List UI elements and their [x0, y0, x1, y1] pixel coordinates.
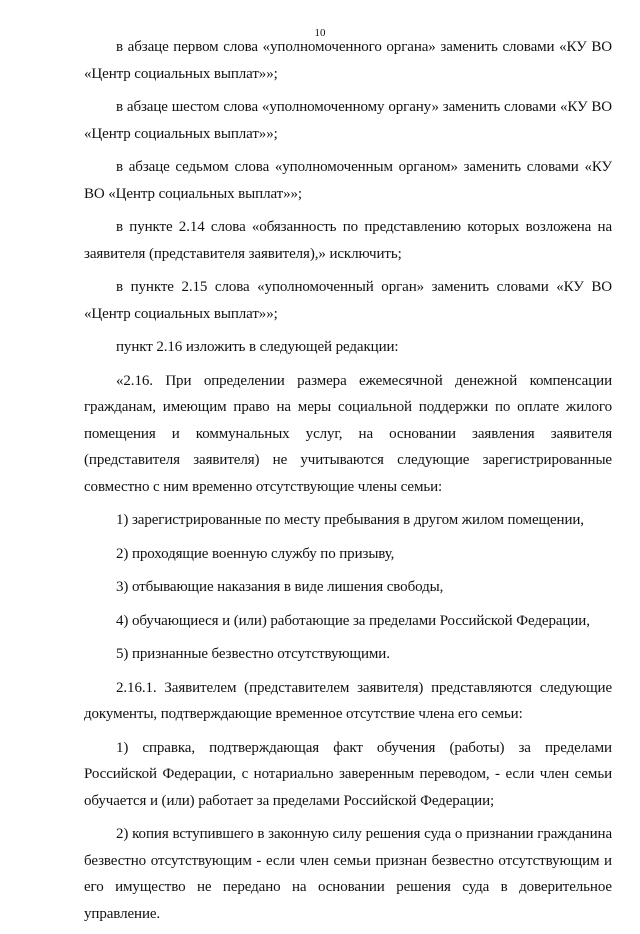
- page-number: 10: [314, 27, 326, 39]
- paragraph: в абзаце шестом слова «уполномоченному органу» заменить словами «КУ ВО «Центр социальных выплат»»;: [84, 99, 612, 142]
- list-item: 5) признанные безвестно отсутствующими.: [116, 646, 390, 662]
- paragraph: в пункте 2.15 слова «уполномоченный орган» заменить словами «КУ ВО «Центр социальных выплат»»;: [84, 279, 612, 322]
- list-item: 1) справка, подтверждающая факт обучения (работы) за пределами Российской Федерации, с нотариально заверенным переводом, - если член семьи обучается и (или) работает за пределами Российской Федерации;: [84, 739, 612, 809]
- list-item: 1) зарегистрированные по месту пребывания в другом жилом помещении,: [116, 512, 584, 528]
- paragraph: в абзаце первом слова «уполномоченного органа» заменить словами «КУ ВО «Центр социальных выплат»»;: [84, 39, 612, 82]
- list-item: 3) отбывающие наказания в виде лишения свободы,: [116, 579, 444, 595]
- list-item: 2) проходящие военную службу по призыву,: [116, 545, 395, 562]
- document-body: [84, 34, 612, 934]
- paragraph: в абзаце седьмом слова «уполномоченным органом» заменить словами «КУ ВО «Центр социальных выплат»»;: [84, 159, 612, 202]
- paragraph: 2.16.1. Заявителем (представителем заявителя) представляются следующие документы, подтверждающие временное отсутствие члена его семьи:: [84, 679, 612, 722]
- list-item: 2) копия вступившего в законную силу решения суда о признании гражданина безвестно отсутствующим - если член семьи признан безвестно отсутствующим и его имущество не передано на основании решения суда в доверительное управление.: [84, 826, 612, 922]
- paragraph: в пункте 2.14 слова «обязанность по представлению которых возложена на заявителя (представителя заявителя),» исключить;: [84, 219, 612, 262]
- paragraph: пункт 2.16 изложить в следующей редакции:: [116, 339, 399, 355]
- list-item: 4) обучающиеся и (или) работающие за пределами Российской Федерации,: [116, 612, 590, 629]
- paragraph: «2.16. При определении размера ежемесячной денежной компенсации гражданам, имеющим право на меры социальной поддержки по оплате жилого помещения и коммунальных услуг, на основании заявления заявителя (представителя заявителя) не учитываются следующие зарегистрированные совместно с ним временно отсутствующие члены семьи:: [84, 372, 612, 495]
